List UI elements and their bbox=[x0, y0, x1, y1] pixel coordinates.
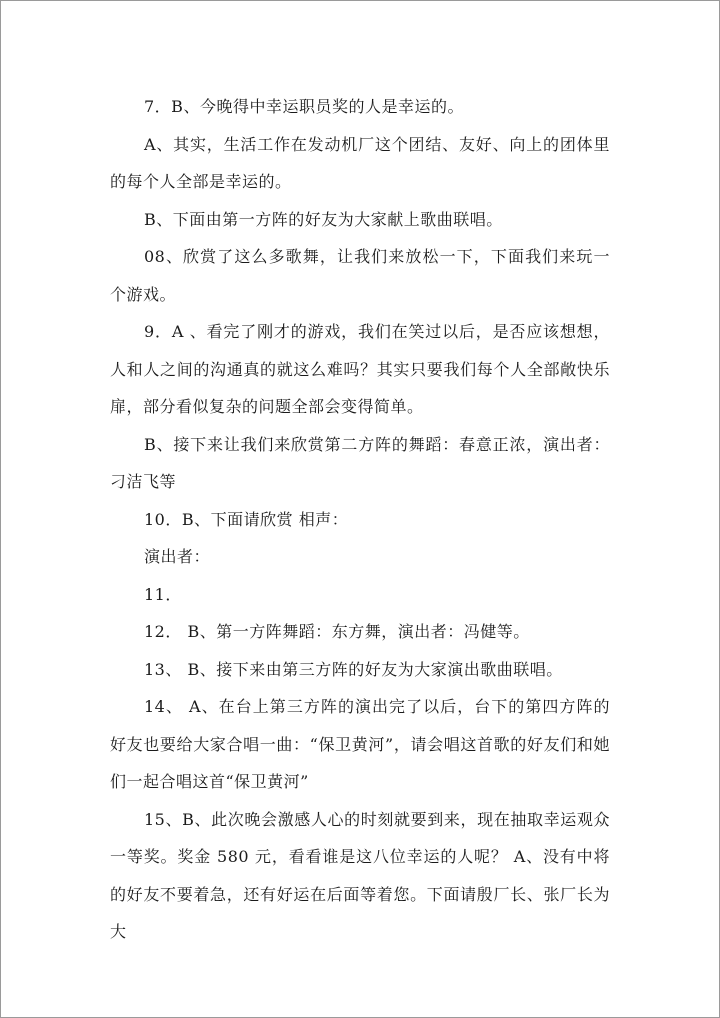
paragraph-9: 9．A 、看完了刚才的游戏，我们在笑过以后，是否应该想想，人和人之间的沟通真的就这么难吗？其实只要我们每个人全部敞快乐扉，部分看似复杂的问题全部会变得简单。 bbox=[110, 322, 610, 416]
paragraph-10: 10．B、下面请欣赏 相声： bbox=[144, 509, 349, 529]
paragraph-13: 13、 B、接下来由第三方阵的好友为大家演出歌曲联唱。 bbox=[144, 659, 563, 679]
document-body bbox=[110, 88, 610, 951]
paragraph-9-b: B、接下来让我们来欣赏第二方阵的舞蹈：春意正浓，演出者：刁洁飞等 bbox=[110, 434, 610, 491]
paragraph-7-b: B、下面由第一方阵的好友为大家献上歌曲联唱。 bbox=[144, 209, 503, 229]
paragraph-7: 7．B、今晚得中幸运职员奖的人是幸运的。 bbox=[144, 97, 464, 116]
paragraph-7-a: A、其实，生活工作在发动机厂这个团结、友好、向上的团体里的每个人全部是幸运的。 bbox=[110, 134, 610, 191]
paragraph-11: 11． bbox=[144, 584, 182, 604]
paragraph-14: 14、 A、在台上第三方阵的演出完了以后，台下的第四方阵的好友也要给大家合唱一曲：“保卫黄河”，请会唱这首歌的好友们和她们一起合唱这首“保卫黄河” bbox=[110, 697, 610, 791]
paragraph-10-performers: 演出者： bbox=[144, 547, 211, 566]
paragraph-15: 15、B、此次晚会激感人心的时刻就要到来，现在抽取幸运观众一等奖。奖金 580 元，看看谁是这八位幸运的人呢？ A、没有中将的好友不要着急，还有好运在后面等着您。下面请殷厂长、张厂长为大 bbox=[110, 809, 610, 941]
paragraph-12: 12． B、第一方阵舞蹈：东方舞，演出者：冯健等。 bbox=[144, 622, 530, 641]
paragraph-8: 08、欣赏了这么多歌舞，让我们来放松一下，下面我们来玩一个游戏。 bbox=[110, 247, 610, 304]
